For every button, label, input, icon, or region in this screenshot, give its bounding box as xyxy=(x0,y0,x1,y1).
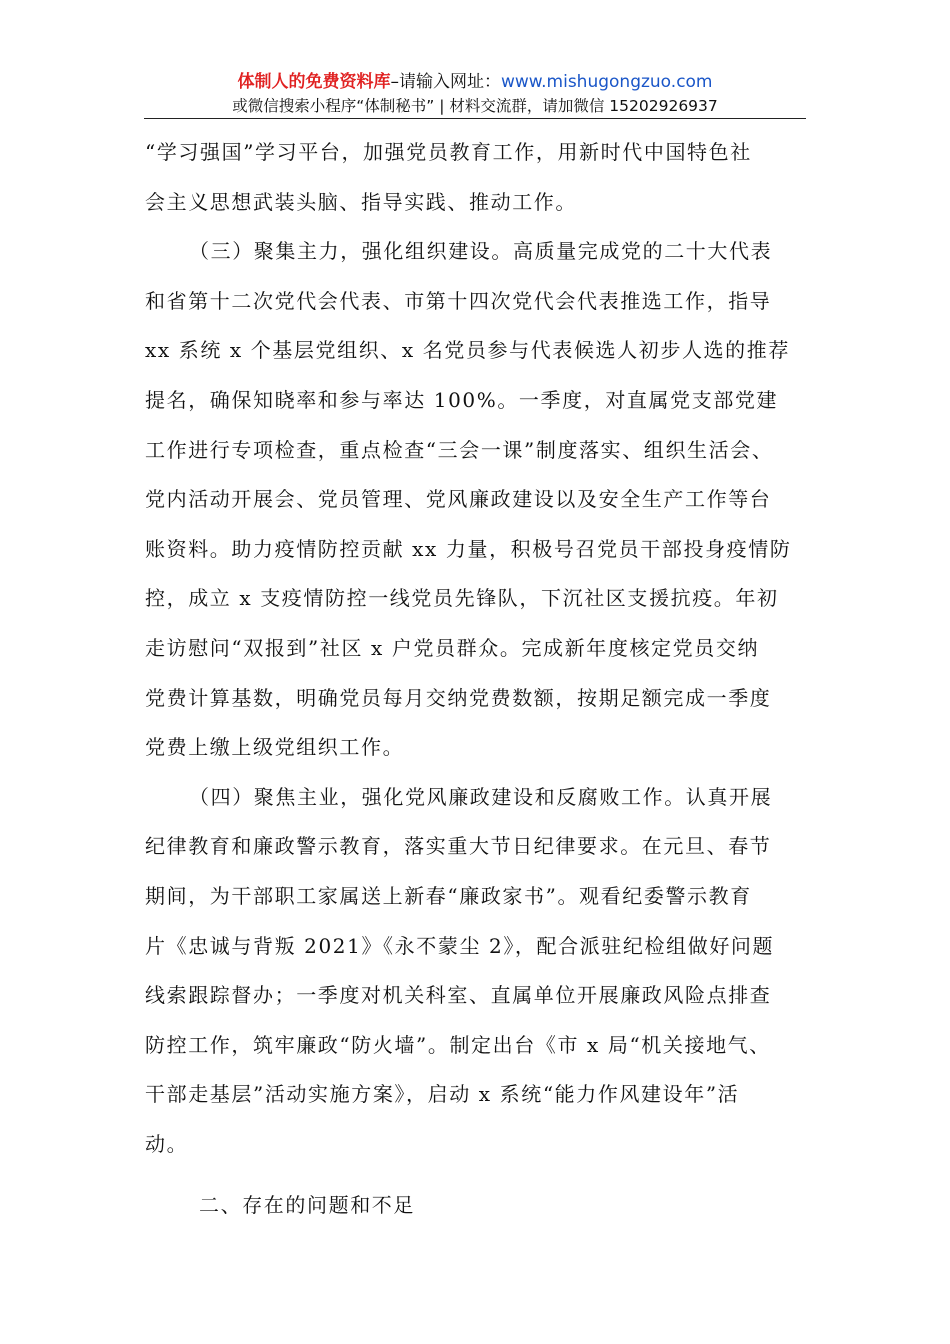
text-line: 工作进行专项检查，重点检查“三会一课”制度落实、组织生活会、 xyxy=(145,437,774,462)
text-line: 走访慰问“双报到”社区 x 户党员群众。完成新年度核定党员交纳 xyxy=(145,635,760,660)
page-header xyxy=(0,70,950,116)
header-brand: 体制人的免费资料库 xyxy=(237,72,391,92)
text-line: 党费上缴上级党组织工作。 xyxy=(145,735,405,760)
text-line: “学习强国”学习平台，加强党员教育工作，用新时代中国特色社 xyxy=(145,140,752,164)
text-line: 纪律教育和廉政警示教育，落实重大节日纪律要求。在元旦、春节 xyxy=(145,834,772,859)
text-line: 防控工作，筑牢廉政“防火墙”。制定出台《市 x 局“机关接地气、 xyxy=(145,1032,771,1057)
header-prompt: –请输入网址： xyxy=(390,72,501,92)
paragraph-start: （四）聚焦主业，强化党风廉政建设和反腐败工作。认真开展 xyxy=(189,784,773,809)
text-line: 动。 xyxy=(145,1131,189,1156)
text-line: 提名，确保知晓率和参与率达 100%。一季度，对直属党支部党建 xyxy=(145,387,779,412)
section-heading: 二、存在的问题和不足 xyxy=(199,1193,415,1218)
header-contact: 或微信搜索小程序“体制秘书” | 材料交流群，请加微信 15202926937 xyxy=(232,97,718,115)
text-line: 账资料。助力疫情防控贡献 xx 力量，积极号召党员干部投身疫情防 xyxy=(145,536,792,561)
text-line: 会主义思想武装头脑、指导实践、推动工作。 xyxy=(145,189,577,214)
text-line: 党费计算基数，明确党员每月交纳党费数额，按期足额完成一季度 xyxy=(145,685,772,710)
text-line: 党内活动开展会、党员管理、党风廉政建设以及安全生产工作等台 xyxy=(145,487,772,512)
header-url-link[interactable]: www.mishugongzuo.com xyxy=(500,72,713,92)
text-line: 片《忠诚与背叛 2021》《永不蒙尘 2》，配合派驻纪检组做好问题 xyxy=(145,933,775,958)
text-line: 干部走基层”活动实施方案》，启动 x 系统“能力作风建设年”活 xyxy=(145,1082,740,1107)
text-line: 期间，为干部职工家属送上新春“廉政家书”。观看纪委警示教育 xyxy=(145,883,752,908)
text-line: 线索跟踪督办；一季度对机关科室、直属单位开展廉政风险点排查 xyxy=(145,983,772,1008)
text-line: 控，成立 x 支疫情防控一线党员先锋队，下沉社区支援抗疫。年初 xyxy=(145,586,779,611)
document-body xyxy=(145,128,805,1231)
header-banner xyxy=(0,70,950,94)
paragraph-start: （三）聚集主力，强化组织建设。高质量完成党的二十大代表 xyxy=(189,239,773,264)
header-divider xyxy=(144,118,806,119)
text-line: xx 系统 x 个基层党组织、x 名党员参与代表候选人初步人选的推荐 xyxy=(145,338,790,363)
text-line: 和省第十二次党代会代表、市第十四次党代会代表推选工作，指导 xyxy=(145,288,772,313)
